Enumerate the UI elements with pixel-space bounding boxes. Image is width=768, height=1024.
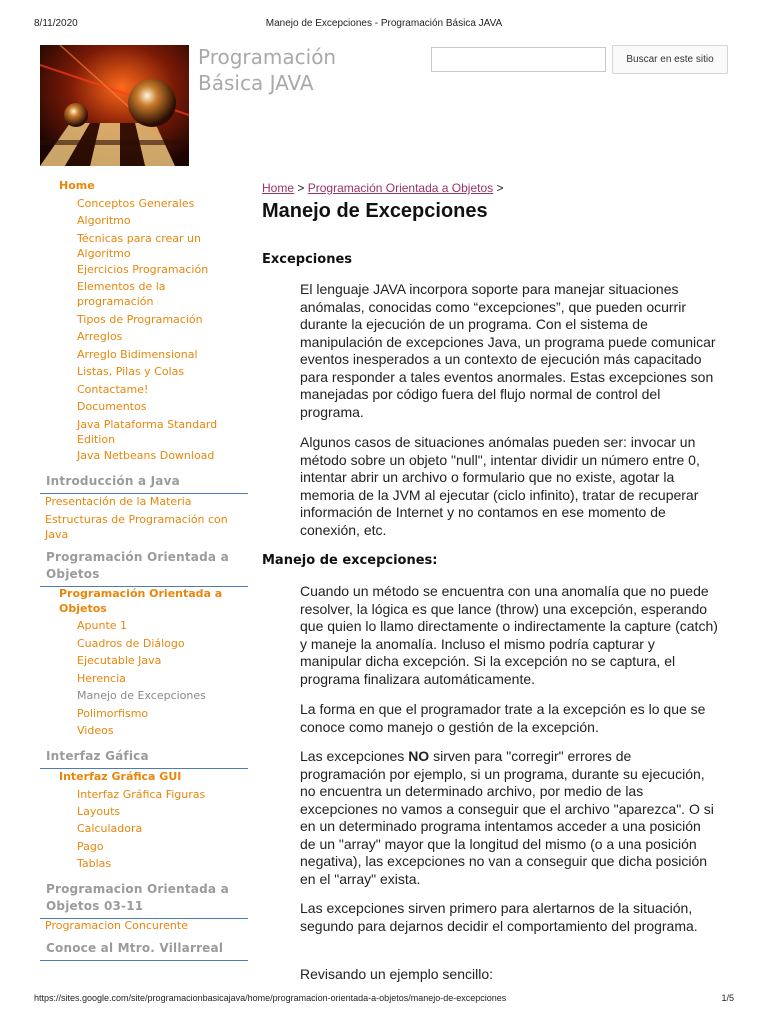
site-title[interactable] (198, 44, 336, 96)
sidebar-section-poo-0311-line2[interactable]: Objetos 03-11 (46, 899, 144, 913)
sidebar-item-conceptos[interactable]: Conceptos Generales (77, 197, 195, 210)
sidebar-item-poo-title[interactable]: Programación Orientada a (59, 587, 223, 600)
heading-excepciones: Excepciones (262, 252, 352, 267)
sidebar-item-layouts[interactable]: Layouts (77, 805, 121, 818)
sidebar-section-poo-line1[interactable]: Programación Orientada a (46, 550, 229, 564)
sidebar-section-intro[interactable]: Introducción a Java (40, 473, 248, 494)
sidebar-item-arreglos[interactable]: Arreglos (77, 330, 123, 343)
paragraph-no-corregir-start: Las excepciones (300, 748, 409, 764)
sidebar-item-documentos[interactable]: Documentos (77, 400, 147, 413)
sidebar-item-tipos[interactable]: Tipos de Programación (77, 313, 203, 326)
sidebar-section-mtro[interactable]: Conoce al Mtro. Villarreal (40, 940, 248, 961)
print-page-number: 1/5 (721, 993, 734, 1003)
paragraph-manejo: Cuando un método se encuentra con una anomalía que no puede resolver, la lógica es que lance (throw) una excepción, esperando que quien lo llamo directamente o indirectamente la capture (catch) y maneje la anomalía. Incluso el mismo podría capturar y manipular dicha excepción. Si la excepción no se captura, el programa finalizara automáticamente. (300, 583, 718, 687)
breadcrumb-separator: > (496, 181, 504, 195)
paragraph-casos: Algunos casos de situaciones anómalas pueden ser: invocar un método sobre un objeto "null", intentar dividir un número entre 0, intentar abrir un archivo o formulario que no existe, agotar la memoria de la JVM al ejecutar (ciclo infinito), tratar de recuperar información de Internet y no contamos en ese momento de conexión, etc. (300, 434, 700, 538)
sidebar-item-interfaz-figuras[interactable]: Interfaz Gráfica Figuras (77, 788, 206, 801)
sidebar-item-polimorfismo[interactable]: Polimorfismo (77, 707, 149, 720)
sidebar-section-poo[interactable] (40, 549, 248, 587)
paragraph-no-corregir-rest: sirven para "corregir" errores de programación por ejemplo, si un programa, durante su ejecución, no encuentra un determinado archivo, por medio de las excepciones no vamos a conseguir que el archivo "aparezca". O si en un determinado programa intentamos acceder a una posición de un "array" mayor que la longitud del mismo (o a una posición negativa), las excepciones no van a conseguir que dicha posición en el "array" exista. (300, 748, 714, 887)
sidebar-item-herencia[interactable]: Herencia (77, 672, 126, 685)
sidebar-section-interfaz[interactable]: Interfaz Gáfica (40, 748, 248, 769)
print-footer (34, 993, 734, 1003)
sidebar-item-tecnicas-cont[interactable]: Algoritmo (77, 247, 131, 260)
heading-manejo: Manejo de excepciones: (262, 553, 438, 568)
print-header (0, 0, 768, 40)
sidebar-item-arreglo-bidimensional[interactable]: Arreglo Bidimensional (77, 348, 198, 361)
sidebar-item-ejercicios[interactable]: Ejercicios Programación (77, 263, 209, 276)
sidebar-item-cuadros[interactable]: Cuadros de Diálogo (77, 637, 185, 650)
breadcrumb-home-link[interactable]: Home (262, 181, 295, 195)
breadcrumb-separator: > (297, 181, 305, 195)
sidebar-item-tecnicas[interactable]: Técnicas para crear un (77, 232, 201, 245)
search-input[interactable] (431, 47, 606, 72)
sidebar-section-poo-line2[interactable]: Objetos (46, 567, 100, 581)
sidebar-item-tablas[interactable]: Tablas (77, 857, 112, 870)
sidebar-item-apunte1[interactable]: Apunte 1 (77, 619, 128, 632)
sidebar-section-poo-0311[interactable] (40, 881, 248, 919)
sidebar-item-calculadora[interactable]: Calculadora (77, 822, 143, 835)
site-logo[interactable] (40, 45, 189, 166)
site-title-line1[interactable]: Programación (198, 45, 337, 69)
paragraph-forma: La forma en que el programador trate a la excepción es lo que se conoce como manejo o gestión de la excepción. (300, 701, 706, 735)
paragraph-no-emphasis: NO (408, 748, 430, 764)
sidebar-item-elementos-cont[interactable]: programación (77, 295, 154, 308)
sidebar-item-estructuras[interactable]: Estructuras de Programación con (45, 513, 228, 526)
sidebar-section-poo-0311-line1[interactable]: Programacion Orientada a (46, 882, 229, 896)
sidebar-item-elementos[interactable]: Elementos de la (77, 280, 166, 293)
page-title: Manejo de Excepciones (262, 200, 488, 222)
sidebar-item-interfaz-title[interactable]: Interfaz Gráfica GUI (59, 770, 182, 783)
sidebar-item-ejecutable[interactable]: Ejecutable Java (77, 654, 162, 667)
paragraph-intro: El lenguaje JAVA incorpora soporte para manejar situaciones anómalas, conocidas como “excepciones”, que pueden ocurrir durante la ejecución de un programa. Con el sistema de manipulación de excepciones Java, un programa puede comunicar eventos inesperados a un contexto de ejecución más capacitado para responder a tales eventos anormales. Estas excepciones son manejadas por código fuera del flujo normal de control del programa. (300, 281, 716, 420)
sidebar-item-presentacion[interactable]: Presentación de la Materia (45, 495, 192, 508)
print-url: https://sites.google.com/site/programacionbasicajava/home/programacion-orientada-a-objetos/manejo-de-excepciones (34, 993, 507, 1003)
sidebar-item-home[interactable]: Home (59, 179, 95, 192)
sidebar-item-java-plataforma[interactable]: Java Plataforma Standard (77, 418, 218, 431)
sidebar-item-listas[interactable]: Listas, Pilas y Colas (77, 365, 185, 378)
sidebar-item-pago[interactable]: Pago (77, 840, 104, 853)
sidebar-item-concurrente[interactable]: Programacion Concurente (45, 919, 188, 932)
sidebar-item-contactame[interactable]: Contactame! (77, 383, 149, 396)
print-date: 8/11/2020 (34, 18, 78, 29)
breadcrumb-parent-link[interactable]: Programación Orientada a Objetos (307, 181, 494, 195)
site-title-line2[interactable]: Básica JAVA (198, 71, 314, 95)
sidebar-item-estructuras-cont[interactable]: Java (45, 528, 69, 541)
sidebar-item-algoritmo[interactable]: Algoritmo (77, 214, 131, 227)
paragraph-alertar: Las excepciones sirven primero para alertarnos de la situación, segundo para dejarnos decidir el comportamiento del programa. (300, 900, 698, 934)
sidebar-item-videos[interactable]: Videos (77, 724, 114, 737)
sidebar-item-java-plataforma-cont[interactable]: Edition (77, 433, 116, 446)
print-title: Manejo de Excepciones - Programación Básica JAVA (265, 18, 503, 29)
sidebar-item-netbeans[interactable]: Java Netbeans Download (77, 449, 215, 462)
search-button[interactable]: Buscar en este sitio (612, 45, 728, 74)
sidebar-item-manejo-excepciones[interactable]: Manejo de Excepciones (77, 689, 206, 702)
paragraph-ejemplo: Revisando un ejemplo sencillo: (300, 966, 493, 982)
sidebar-item-poo-title-cont[interactable]: Objetos (59, 602, 107, 615)
breadcrumb (262, 181, 504, 195)
paragraph-no-corregir (300, 748, 720, 888)
